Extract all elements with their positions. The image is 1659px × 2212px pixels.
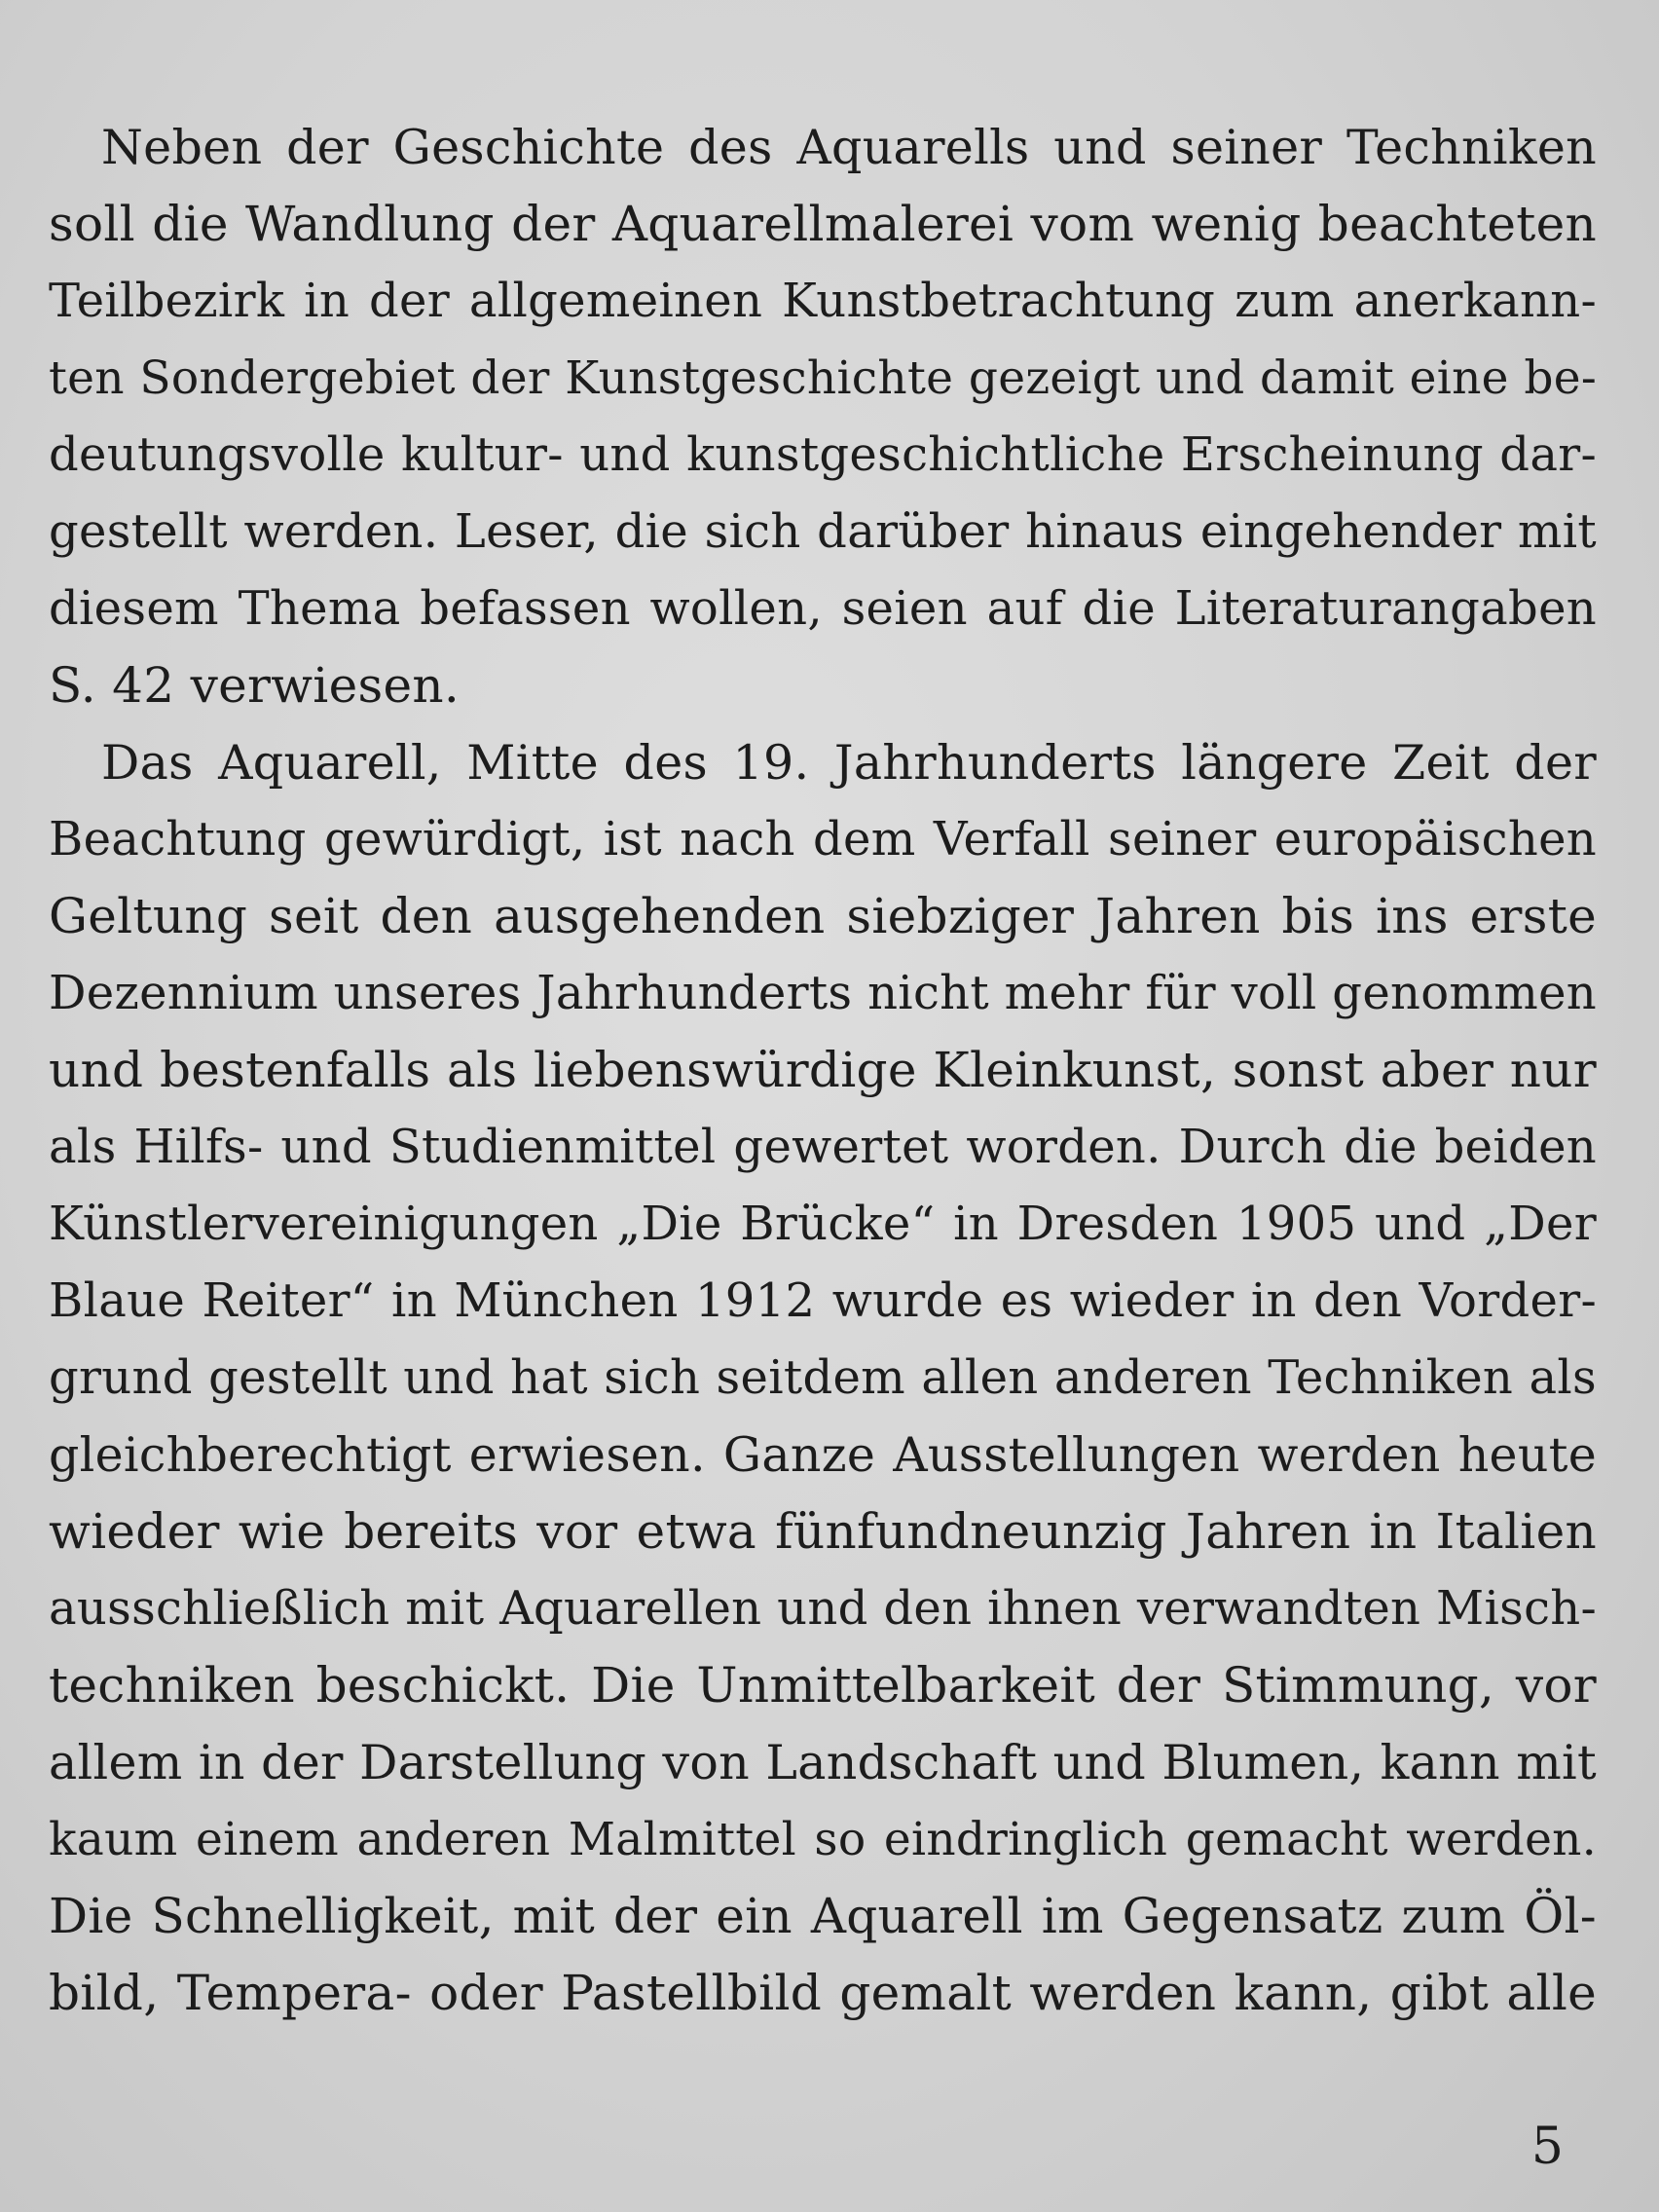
text-line: Teilbezirk in der allgemeinen Kunstbetrachtung zum anerkann- bbox=[49, 274, 1597, 328]
text-line: techniken beschickt. Die Unmittelbarkeit der Stimmung, vor bbox=[49, 1657, 1597, 1714]
paragraph-1 bbox=[49, 109, 1597, 724]
text-line: deutungsvolle kultur- und kunstgeschichtliche Erscheinung dar- bbox=[49, 427, 1597, 482]
text-line: kaum einem anderen Malmittel so eindringlich gemacht werden. bbox=[49, 1813, 1597, 1866]
text-line: Das Aquarell, Mitte des 19. Jahrhunderts längere Zeit der bbox=[101, 735, 1597, 791]
page-number: 5 bbox=[1530, 2118, 1564, 2176]
text-line: S. 42 verwiesen. bbox=[49, 657, 461, 714]
text-line: grund gestellt und hat sich seitdem allen anderen Techniken als bbox=[49, 1350, 1597, 1405]
text-line: wieder wie bereits vor etwa fünfundneunzig Jahren in Italien bbox=[49, 1503, 1597, 1560]
text-line: Geltung seit den ausgehenden siebziger Jahren bis ins erste bbox=[49, 888, 1597, 944]
text-line: bild, Tempera- oder Pastellbild gemalt werden kann, gibt alle bbox=[49, 1965, 1597, 2021]
text-line: diesem Thema befassen wollen, seien auf die Literaturangaben bbox=[49, 581, 1597, 636]
text-line: gleichberechtigt erwiesen. Ganze Ausstellungen werden heute bbox=[49, 1427, 1597, 1483]
paragraph-2 bbox=[49, 724, 1597, 2032]
text-line: Dezennium unseres Jahrhunderts nicht mehr für voll genommen bbox=[49, 966, 1597, 1020]
text-line: allem in der Darstellung von Landschaft und Blumen, kann mit bbox=[49, 1735, 1597, 1790]
text-line: Blaue Reiter“ in München 1912 wurde es wieder in den Vorder- bbox=[49, 1273, 1597, 1328]
text-line: Beachtung gewürdigt, ist nach dem Verfall seiner europäischen bbox=[49, 812, 1597, 866]
text-line: Die Schnelligkeit, mit der ein Aquarell im Gegensatz zum Öl- bbox=[49, 1888, 1597, 1944]
text-line: Neben der Geschichte des Aquarells und seiner Techniken bbox=[101, 120, 1597, 175]
text-line: ausschließlich mit Aquarellen und den ihnen verwandten Misch- bbox=[49, 1581, 1597, 1636]
text-line: Künstlervereinigungen „Die Brücke“ in Dresden 1905 und „Der bbox=[49, 1197, 1597, 1251]
body-text bbox=[49, 109, 1597, 2032]
text-line: soll die Wandlung der Aquarellmalerei vom wenig beachteten bbox=[49, 196, 1597, 252]
text-line: und bestenfalls als liebenswürdige Kleinkunst, sonst aber nur bbox=[49, 1042, 1597, 1098]
text-line: ten Sondergebiet der Kunstgeschichte gezeigt und damit eine be- bbox=[49, 351, 1597, 405]
text-line: gestellt werden. Leser, die sich darüber hinaus eingehender mit bbox=[49, 504, 1597, 559]
text-line: als Hilfs- und Studienmittel gewertet worden. Durch die beiden bbox=[49, 1120, 1597, 1174]
